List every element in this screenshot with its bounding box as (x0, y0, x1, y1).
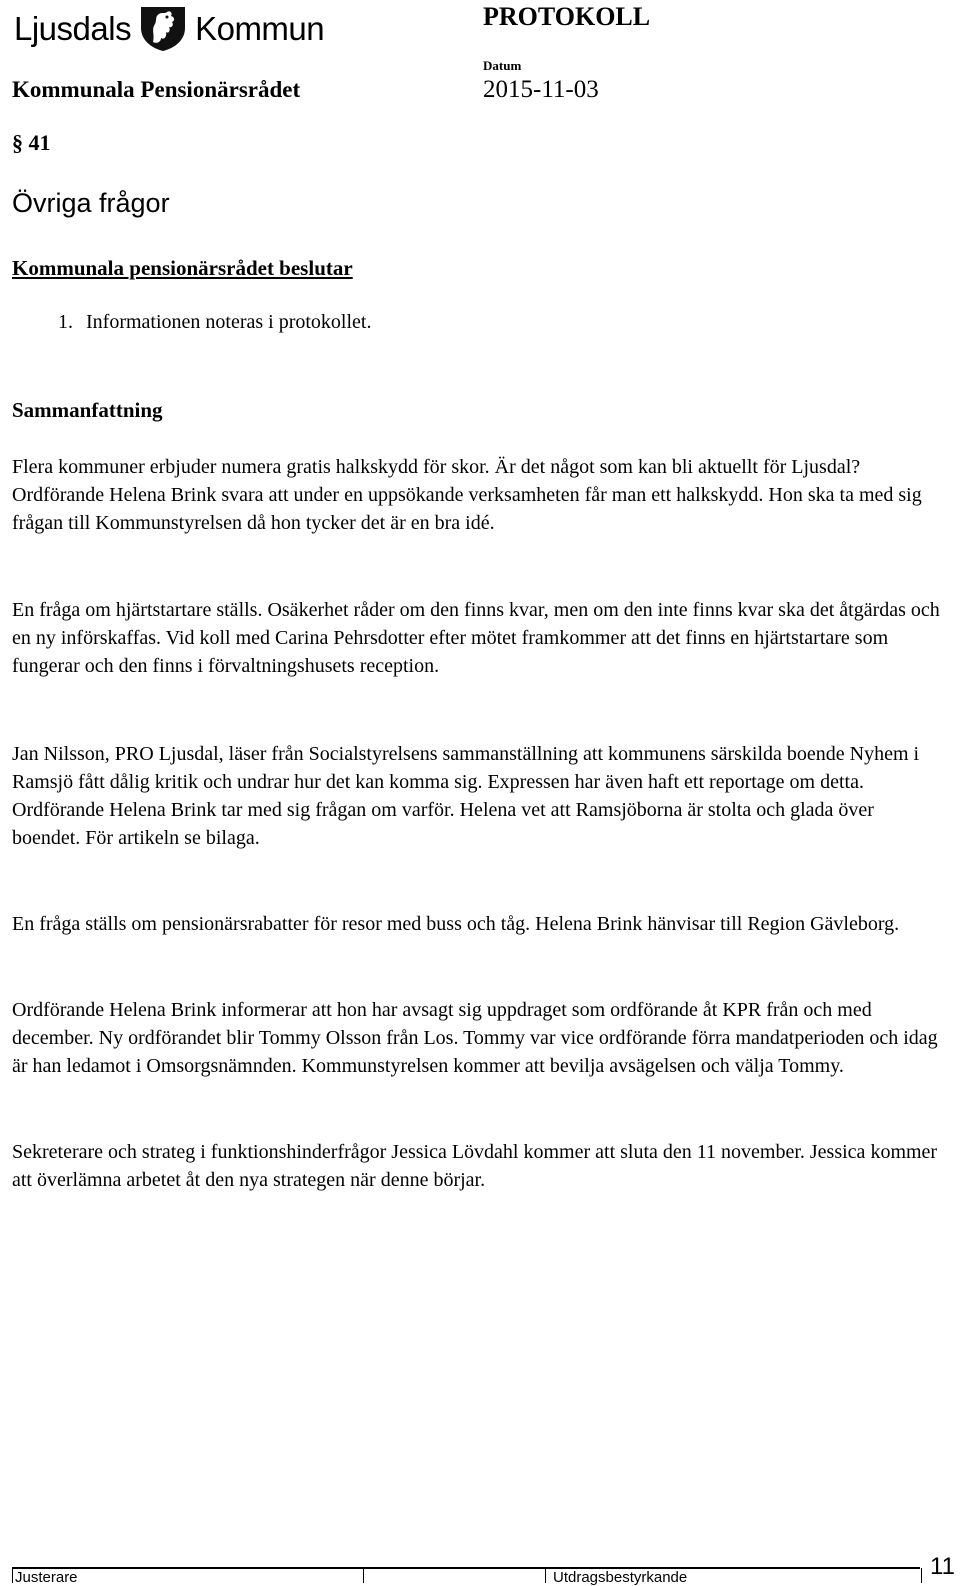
list-item-number: 1. (58, 311, 73, 333)
organization-name: Kommunala Pensionärsrådet (12, 77, 301, 102)
document-type: PROTOKOLL (483, 2, 651, 31)
logo-text-right: Kommun (195, 9, 325, 47)
summary-paragraph: Flera kommuner erbjuder numera gratis halkskydd för skor. Är det något som kan bli aktuellt för Ljusdal? Ordförande Helena Brink svara att under en uppsökande verksamheten får man ett halkskydd. Hon ska ta med sig frågan till Kommunstyrelsen då hon tycker det är en bra idé. (12, 456, 922, 534)
summary-paragraph: Ordförande Helena Brink informerar att hon har avsagt sig uppdraget som ordförande åt KPR från och med december. Ny ordförandet blir Tommy Olsson från Los. Tommy var vice ordförande förra mandatperioden och idag är han ledamot i Omsorgsnämnden. Kommunstyrelsen kommer att bevilja avsägelsen och välja Tommy. (12, 999, 938, 1077)
logo-text-left: Ljusdals (14, 9, 132, 47)
summary-paragraph: Jan Nilsson, PRO Ljusdal, läser från Socialstyrelsens sammanställning att kommunens särskilda boende Nyhem i Ramsjö fått dålig kritik och undrar hur det kan komma sig. Expressen har även haft ett reportage om detta. Ordförande Helena Brink tar med sig frågan om varför. Helena vet att Ramsjöborna är stolta och glada över boendet. För artikeln se bilaga. (12, 743, 920, 849)
page-number: 11 (930, 1553, 955, 1580)
paragraph-number: § 41 (12, 130, 51, 155)
justerare-label: Justerare (15, 1569, 78, 1586)
municipality-logo (14, 4, 324, 52)
date-label: Datum (483, 58, 522, 73)
section-title: Övriga frågor (12, 188, 170, 218)
decision-heading: Kommunala pensionärsrådet beslutar (12, 256, 353, 280)
date-value: 2015-11-03 (483, 76, 599, 103)
utdragsbestyrkande-label: Utdragsbestyrkande (553, 1569, 688, 1586)
list-item (58, 311, 371, 334)
coat-of-arms-icon (137, 4, 189, 52)
summary-heading: Sammanfattning (12, 398, 163, 422)
summary-paragraph: En fråga ställs om pensionärsrabatter för resor med buss och tåg. Helena Brink hänvisar till Region Gävleborg. (12, 913, 900, 935)
list-item-text: Informationen noteras i protokollet. (86, 311, 372, 333)
decision-list (58, 311, 371, 334)
summary-paragraph: Sekreterare och strateg i funktionshinderfrågor Jessica Lövdahl kommer att sluta den 11 november. Jessica kommer att överlämna arbetet åt den nya strategen när denne börjar. (12, 1141, 938, 1191)
summary-paragraph: En fråga om hjärtstartare ställs. Osäkerhet råder om den finns kvar, men om den inte finns kvar ska det åtgärdas och en ny införskaffas. Vid koll med Carina Pehrsdotter efter mötet framkommer att det finns en hjärtstartare som fungerar och den finns i förvaltningshusets reception. (12, 599, 940, 677)
